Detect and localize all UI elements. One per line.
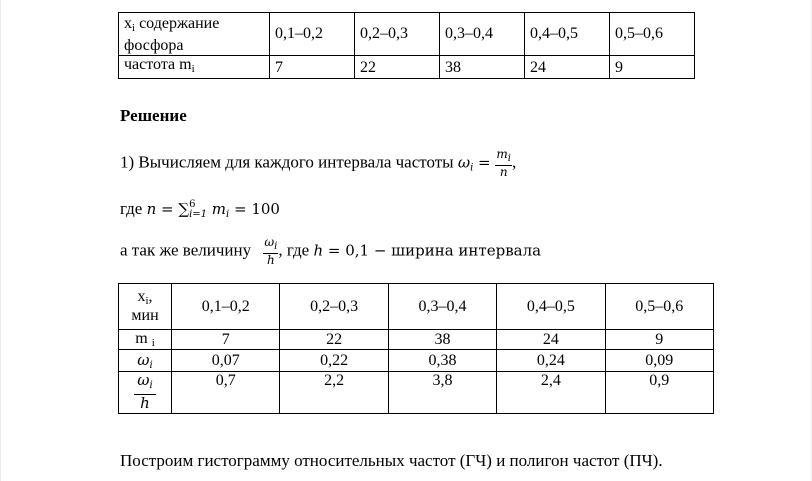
relative-frequency-cell: 0,38 [388, 350, 496, 372]
header-text: мин [131, 307, 159, 324]
subscript: i [274, 241, 278, 252]
table-header-cell [119, 372, 172, 414]
interval-cell: 0,5–0,6 [605, 284, 713, 330]
sum-lower: i=1 [189, 209, 208, 221]
middle-text: , где [278, 240, 314, 260]
frequency-cell: 24 [525, 56, 610, 79]
subscript: i [226, 209, 230, 220]
density-cell: 2,4 [497, 372, 605, 414]
relative-frequency-cell: 0,22 [280, 350, 388, 372]
relative-frequency-table [118, 283, 714, 414]
m-symbol: m [207, 200, 227, 218]
also-text: а так же величину [120, 240, 256, 260]
table-row [119, 350, 714, 372]
interval-cell: 0,2–0,3 [355, 13, 440, 56]
frequency-cell: 22 [280, 330, 388, 350]
frequency-cell: 9 [610, 56, 695, 79]
table-row [119, 56, 695, 79]
table-row [119, 284, 714, 330]
frequency-cell: 38 [388, 330, 496, 350]
relative-frequency-cell: 0,07 [172, 350, 280, 372]
table-row [119, 13, 695, 56]
histogram-paragraph: Построим гистограмму относительных частот (ГЧ) и полигон частот (ПЧ). [120, 451, 663, 470]
fraction-denominator: h [266, 253, 275, 267]
fraction-denominator: n [499, 165, 508, 179]
frequency-cell: 9 [605, 330, 713, 350]
header-text: содержание фосфора [124, 14, 220, 54]
fraction-m-over-n [495, 148, 512, 179]
omega-symbol: ω [137, 350, 150, 369]
table-row [119, 330, 714, 350]
sum-limits [189, 200, 207, 220]
frequency-cell: 7 [172, 330, 280, 350]
interval-cell: 0,3–0,4 [440, 13, 525, 56]
solution-heading: Решение [120, 106, 187, 125]
table-row [119, 372, 714, 414]
equals-sign: = [473, 153, 496, 172]
n-symbol: n [146, 200, 157, 218]
density-cell: 0,7 [172, 372, 280, 414]
fraction-numerator [263, 236, 278, 254]
comma: , [148, 288, 153, 305]
table-header-cell [119, 330, 172, 350]
subscript: i [132, 21, 136, 34]
page-edge-left [0, 0, 1, 481]
subscript: i [149, 359, 153, 371]
table-header-cell [119, 13, 270, 56]
fraction-numerator [495, 148, 512, 166]
step-1-text: 1) Вычисляем для каждого интервала частоты [120, 152, 458, 172]
step-1-paragraph [120, 148, 516, 179]
interval-cell: 0,4–0,5 [525, 13, 610, 56]
interval-cell: 0,3–0,4 [388, 284, 496, 330]
table-header-cell [119, 56, 270, 79]
h-symbol: h [313, 241, 324, 260]
m-symbol: m [496, 147, 508, 161]
subscript: i [151, 337, 155, 349]
omega-symbol: ω [137, 371, 150, 389]
subscript: i [149, 380, 153, 391]
table-header-cell [119, 284, 172, 330]
where-n-paragraph [120, 199, 280, 220]
omega-symbol: ω [457, 153, 471, 172]
relative-frequency-cell: 0,09 [605, 350, 713, 372]
sum-upper: 6 [189, 199, 196, 211]
interval-cell: 0,1–0,2 [270, 13, 355, 56]
interval-cell: 0,4–0,5 [497, 284, 605, 330]
interval-width-text: = 0,1 − ширина интервала [323, 241, 542, 260]
sum-result: = 100 [229, 200, 280, 218]
fraction-omega-over-h [134, 372, 155, 412]
subscript: i [470, 162, 474, 174]
fraction-omega-over-h [263, 236, 278, 267]
x-symbol: x [137, 288, 146, 305]
frequency-cell: 7 [270, 56, 355, 79]
interval-cell: 0,1–0,2 [172, 284, 280, 330]
where-text: где [120, 199, 147, 218]
frequency-cell: 38 [440, 56, 525, 79]
x-symbol: x [124, 14, 132, 32]
sum-symbol: = ∑ [156, 200, 190, 218]
fraction-denominator: h [140, 394, 150, 412]
table-header-cell [119, 350, 172, 372]
fraction-numerator [134, 372, 155, 395]
comma: , [511, 152, 517, 172]
m-symbol: m [135, 330, 148, 347]
interval-cell: 0,5–0,6 [610, 13, 695, 56]
subscript: i [191, 63, 195, 75]
interval-cell: 0,2–0,3 [280, 284, 388, 330]
header-text: частота m [124, 56, 192, 73]
density-cell: 3,8 [388, 372, 496, 414]
density-cell: 0,9 [605, 372, 713, 414]
omega-symbol: ω [264, 235, 275, 249]
density-cell: 2,2 [280, 372, 388, 414]
also-paragraph [120, 236, 541, 267]
relative-frequency-cell: 0,24 [497, 350, 605, 372]
frequency-cell: 22 [355, 56, 440, 79]
phosphorus-frequency-table [118, 12, 695, 79]
frequency-cell: 24 [497, 330, 605, 350]
subscript: i [507, 153, 511, 164]
subscript: i [145, 295, 149, 307]
